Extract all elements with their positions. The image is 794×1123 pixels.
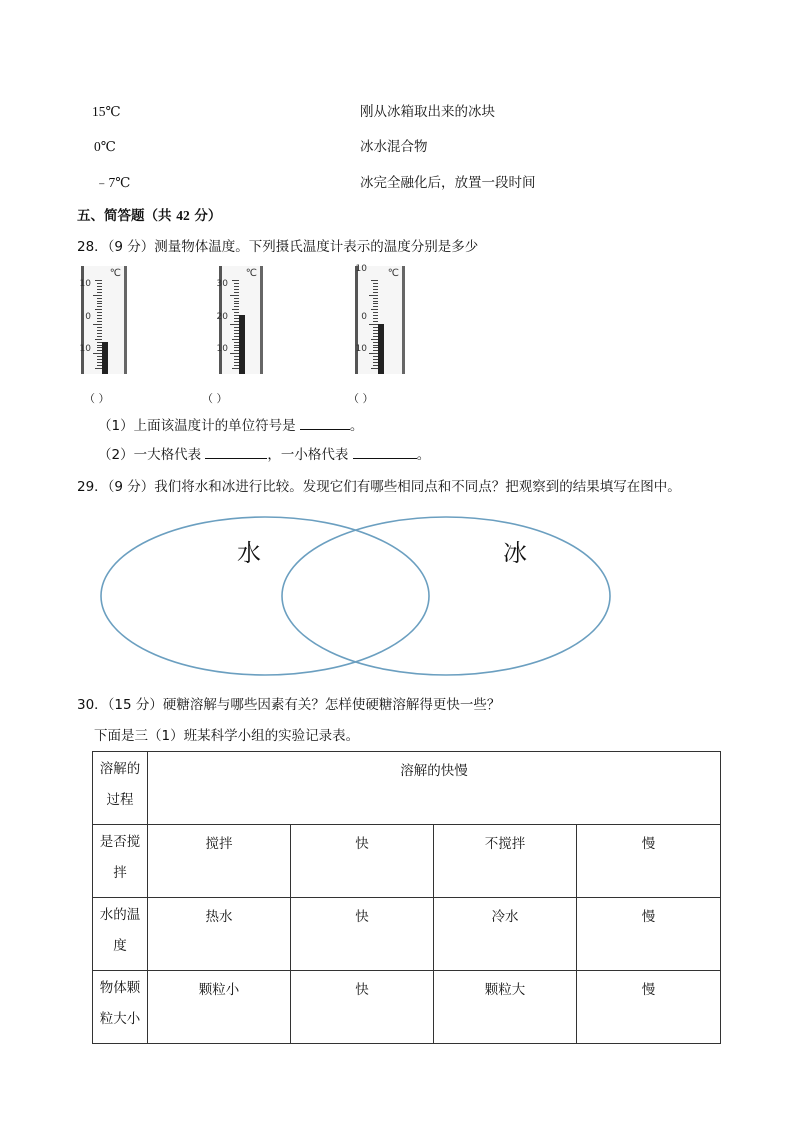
thermometer-tick-label: 10 [216,344,228,354]
match-left-1: 15℃ [92,104,121,119]
q28-sub2-a: （2）一大格代表 [98,447,206,463]
thermometer-unit: ℃ [387,268,399,279]
answer-paren-2: （ ） [202,392,228,405]
match-right-3: 冰完全融化后，放置一段时间 [360,175,536,191]
rowhead-line: 粒大小 [99,1011,141,1027]
experiment-table [92,751,721,1044]
table-cell: 搅拌 [148,825,291,898]
thermometer-unit: ℃ [109,268,121,279]
thermometer-unit: ℃ [245,268,257,279]
thermometer-tick-label: 30 [216,279,228,289]
table-cell: 慢 [577,825,721,898]
q30-intro: 下面是三（1）班某科学小组的实验记录表。 [94,728,360,744]
rowhead-line: 物体颗 [99,980,141,996]
venn-label-ice: 冰 [503,539,527,567]
table-header-span: 溶解的快慢 [148,752,721,825]
table-rowhead [93,825,148,898]
match-right-1: 刚从冰箱取出来的冰块 [360,104,495,120]
table-cell: 慢 [577,898,721,971]
q29-stem: 29．（9 分）我们将水和冰进行比较。发现它们有哪些相同点和不同点？把观察到的结果填写在图中。 [77,479,681,495]
table-cell: 快 [291,971,434,1044]
table-cell: 快 [291,825,434,898]
thermometer-tick-label: 10 [355,344,367,354]
table-cell: 颗粒大 [434,971,577,1044]
thermometer-tick-label: 10 [79,344,91,354]
table-cell: 快 [291,898,434,971]
table-cell: 颗粒小 [148,971,291,1044]
section-score: 42 [176,208,190,223]
thermometer-tick-label: 0 [361,312,367,322]
rowhead-line: 是否搅 [99,834,141,850]
venn-circle-ice[interactable] [282,517,610,675]
match-left-2: 0℃ [94,139,116,154]
thermometer-tick-label: 10 [79,279,91,289]
table-cell: 冷水 [434,898,577,971]
section-prefix: 五、简答题（共 [77,208,177,224]
q28-sub1-end: 。 [349,418,364,434]
table-rowhead [93,971,148,1044]
section-suffix: 分） [189,208,222,224]
q28-sub1-text: （1）上面该温度计的单位符号是 [98,418,300,434]
rowhead-line: 水的温 [99,907,141,923]
rowhead-line: 过程 [106,792,134,808]
match-left-3: ﹣7℃ [95,175,131,190]
thermometer-tick-label: 0 [85,312,91,322]
table-row [93,825,721,898]
answer-paren-3: （ ） [348,392,374,405]
q28-sub2-b: ，一小格代表 [267,447,353,463]
q28-stem: 28．（9 分）测量物体温度。下列摄氏温度计表示的温度分别是多少 [77,239,479,255]
thermometer-tick-label: 10 [355,264,367,274]
answer-paren-1: （ ） [84,392,110,405]
table-rowhead [93,752,148,825]
q28-sub2-c: 。 [416,447,431,463]
table-cell: 慢 [577,971,721,1044]
thermometer-tick-label: 20 [216,312,228,322]
rowhead-line: 拌 [113,865,127,881]
table-cell: 不搅拌 [434,825,577,898]
table-header-row [93,752,721,825]
q30-stem: 30．（15 分）硬糖溶解与哪些因素有关？怎样使硬糖溶解得更快一些？ [77,697,501,713]
rowhead-line: 溶解的 [99,761,141,777]
table-rowhead [93,898,148,971]
match-right-2: 冰水混合物 [360,139,428,155]
venn-circle-water[interactable] [101,517,429,675]
venn-label-water: 水 [237,539,261,567]
table-row [93,971,721,1044]
table-cell: 热水 [148,898,291,971]
rowhead-line: 度 [113,938,127,954]
table-row [93,898,721,971]
